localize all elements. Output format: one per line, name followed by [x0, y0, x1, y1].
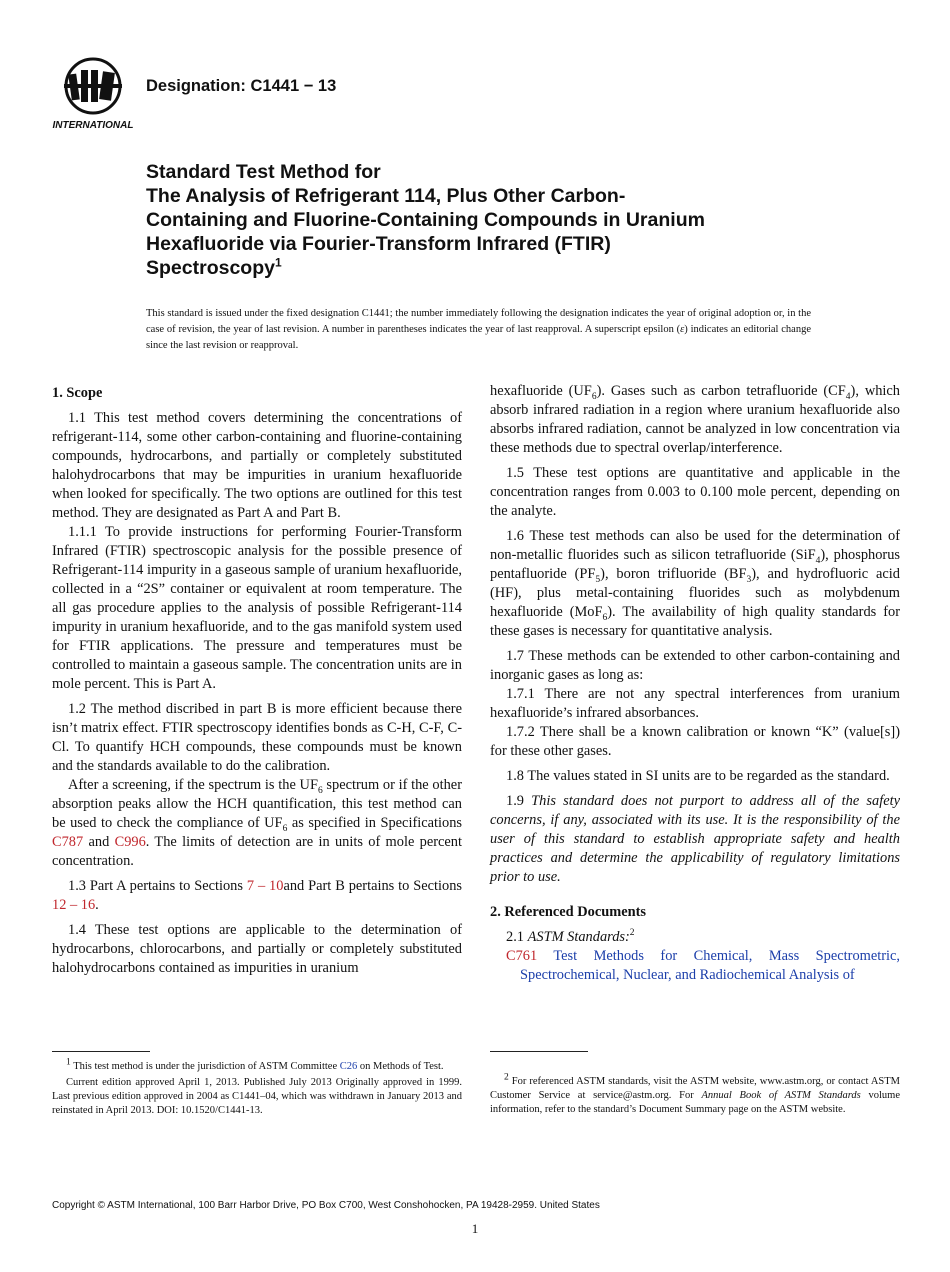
link-c787[interactable]: C787 — [52, 834, 84, 850]
text: 1.3 Part A pertains to Sections — [68, 878, 247, 894]
footnote-1-edition: Current edition approved April 1, 2013. Published July 2013 Originally approved in 1999. Last previous edition approved in 2004 as C1441–04, which was withdrawn in January 2013 and reinstated in April 2013. DOI: 10.1520/C1441-13. — [52, 1077, 462, 1116]
paragraph-2-1 — [490, 928, 900, 947]
footnotes-right — [490, 1072, 901, 1119]
footnotes-left — [52, 1057, 462, 1120]
text: ASTM Standards: — [527, 929, 630, 945]
title-line: Standard Test Method for — [146, 161, 381, 183]
paragraph-1-8: 1.8 The values stated in SI units are to be regarded as the standard. — [506, 768, 890, 784]
text: and Part B pertains to Sections — [283, 878, 463, 894]
link-c761-code[interactable]: C761 — [506, 948, 538, 964]
text: . — [95, 897, 99, 913]
astm-logo-mark — [50, 56, 136, 132]
text: 2.1 — [506, 929, 528, 945]
paragraph-1-7: 1.7 These methods can be extended to other carbon-containing and inorganic gases as long as: — [490, 648, 900, 683]
left-column — [52, 382, 462, 978]
paragraph-1-6 — [490, 527, 900, 641]
text: as specified in Specifications — [287, 815, 462, 831]
link-c996[interactable]: C996 — [114, 834, 146, 850]
footnote-1 — [52, 1057, 462, 1074]
preface-text: ) indicates an editorial change since the last revision or reapproval. — [146, 324, 811, 351]
subscript: 3 — [746, 574, 752, 585]
link-sections-7-10[interactable]: 7 – 10 — [246, 878, 284, 894]
preface-note — [146, 306, 811, 354]
title-last-word: Spectroscopy — [146, 257, 275, 279]
text: 1.9 — [506, 793, 532, 809]
text: volume information, refer to the standard’s Document Summary page on the ASTM website. — [490, 1090, 900, 1115]
subscript: 6 — [282, 823, 288, 834]
paragraph-1-7-2: 1.7.2 There shall be a known calibration or known “K” (value[s]) for these other gases. — [490, 724, 900, 759]
subscript: 5 — [595, 574, 601, 585]
link-c761-title[interactable]: Test Methods for Chemical, Mass Spectrometric, Spectrochemical, Nuclear, and Radiochemical Analysis of — [520, 948, 900, 983]
copyright-notice: Copyright © ASTM International, 100 Barr Harbor Drive, PO Box C700, West Conshohocken, PA 19428-2959. United States — [52, 1200, 600, 1211]
epsilon-symbol: ε — [680, 324, 685, 335]
footnote-mark: 2 — [504, 1072, 509, 1083]
paragraph-1-2: 1.2 The method discribed in part B is more efficient because there isn’t matrix effect. FTIR spectroscopy identifies bonds as C-H, C-F, C-Cl. To quantify HCH compounds, these compounds must be known and the standards available to do the calibration. — [52, 701, 462, 774]
subscript: 6 — [317, 785, 323, 796]
footnote-mark: 1 — [66, 1057, 71, 1068]
text: . The limits of detection are in units of mole percent concentration. — [52, 834, 462, 869]
paragraph-1-4-continued — [490, 382, 900, 458]
title-line: The Analysis of Refrigerant 114, Plus Other Carbon- — [146, 185, 626, 207]
text: Annual Book of ASTM Standards — [701, 1090, 861, 1101]
title-line: Containing and Fluorine-Containing Compounds in Uranium — [146, 209, 705, 231]
text: This test method is under the jurisdiction of ASTM Committee — [73, 1061, 340, 1072]
link-c26[interactable]: C26 — [339, 1061, 358, 1072]
text: spectrum or if the other absorption peaks allow the HCH quantification, this test method can be used to check the compliance of UF — [52, 777, 462, 831]
text: ), phosphorus pentafluoride (PF — [490, 547, 900, 582]
title-footnote-mark: 1 — [274, 255, 282, 270]
paragraph-1-1: 1.1 This test method covers determining the concentrations of refrigerant-114, some other carbon-containing and fluorine-containing compounds, hydrocarbons, and partially or completely substituted halohydrocarbons that may be impurities in uranium hexafluoride when looked for specifically. The two options are outlined for this test method. They are designated as Part A and Part B. — [52, 410, 462, 521]
designation: Designation: C1441 − 13 — [146, 77, 337, 95]
page-number: 1 — [471, 1221, 479, 1236]
subscript: 6 — [591, 391, 597, 402]
right-column — [490, 382, 900, 985]
section-heading-scope: 1. Scope — [52, 385, 103, 401]
paragraph-1-4: 1.4 These test options are applicable to the determination of hydrocarbons, chlorocarbons, and partially or completely substituted halohydrocarbons contained as impurities in uranium — [52, 922, 462, 976]
astm-logo — [50, 56, 136, 132]
text: ), and hydrofluoric acid (HF), plus metal-containing fluorides such as molybdenum hexafluoride (MoF — [490, 566, 900, 620]
text: For referenced ASTM standards, visit the ASTM website, www.astm.org, or contact ASTM Customer Service at service@astm.org. For — [490, 1076, 901, 1101]
text: hexafluoride (UF — [490, 383, 592, 399]
text: and — [83, 834, 115, 850]
link-sections-12-16[interactable]: 12 – 16 — [52, 897, 96, 913]
footnote-mark: 2 — [629, 928, 635, 939]
paragraph-1-9 — [490, 792, 900, 887]
document-title — [146, 160, 846, 280]
subscript: 4 — [815, 555, 821, 566]
logo-text: INTERNATIONAL — [52, 120, 134, 131]
footnote-rule-left — [52, 1051, 150, 1052]
subscript: 4 — [845, 391, 851, 402]
section-heading-referenced-documents: 2. Referenced Documents — [490, 904, 646, 920]
text: 1.6 These test methods can also be used for the determination of non-metallic fluorides such as silicon tetrafluoride (SiF — [490, 528, 900, 563]
text: After a screening, if the spectrum is the UF — [68, 777, 318, 793]
text: ), boron trifluoride (BF — [600, 566, 747, 582]
paragraph-after-screening — [52, 776, 462, 871]
paragraph-1-7-1: 1.7.1 There are not any spectral interferences from uranium hexafluoride’s infrared absorbances. — [490, 686, 900, 721]
text: ), which absorb infrared radiation in a region where uranium hexafluoride also absorbs infrared radiation, cannot be analyzed in low concentration via these methods due to spectral overlap/interference. — [490, 383, 900, 456]
subscript: 6 — [602, 612, 608, 623]
paragraph-1-1-1: 1.1.1 To provide instructions for performing Fourier-Transform Infrared (FTIR) spectroscopic analysis for the possible presence of Refrigerant-114 impurity in a gaseous sample of uranium hexafluoride, collected in a “2S” container or equivalent at room temperature. The all gas procedure applies to the analysis of possible Refrigerant-114 impurity in uranium hexafluoride, and to the gas manifold system used for FTIR applications. The pressure and temperatures must be controlled to maintain a gaseous sample. The concentration units are in mole percent. This is Part A. — [52, 524, 462, 692]
title-line: Hexafluoride via Fourier-Transform Infrared (FTIR) — [146, 233, 611, 255]
title-line — [146, 256, 846, 280]
reference-c761[interactable] — [490, 947, 900, 985]
footnote-rule-right — [490, 1051, 588, 1052]
text: ). The availability of high quality standards for these gases is necessary for quantitative analysis. — [490, 604, 900, 639]
paragraph-1-3 — [52, 877, 462, 915]
preface-text: This standard is issued under the fixed designation C1441; the number immediately following the designation indicates the year of original adoption or, in the case of revision, the year of last revision. A number in parentheses indicates the year of last reapproval. A superscript epsilon ( — [146, 308, 811, 335]
text: on Methods of Test. — [357, 1061, 444, 1072]
footnote-2 — [490, 1072, 901, 1117]
safety-statement: This standard does not purport to address all of the safety concerns, if any, associated with its use. It is the responsibility of the user of this standard to establish appropriate safety and health practices and determine the applicability of regulatory limitations prior to use. — [490, 793, 900, 885]
text: ). Gases such as carbon tetrafluoride (CF — [596, 383, 846, 399]
paragraph-1-5: 1.5 These test options are quantitative and applicable in the concentration ranges from 0.003 to 0.100 mole percent, depending on the analyte. — [490, 465, 900, 519]
